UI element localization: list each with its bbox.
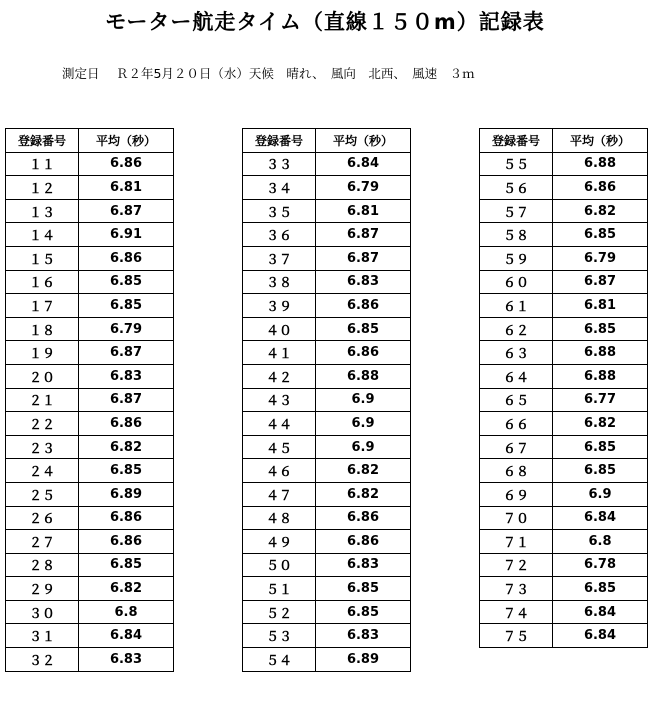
cell-registration-number: ２４ — [6, 459, 79, 483]
cell-registration-number: ６８ — [480, 459, 553, 483]
cell-registration-number: ３１ — [6, 624, 79, 648]
table-row — [6, 317, 174, 341]
cell-registration-number: ４８ — [243, 506, 316, 530]
cell-registration-number: ２２ — [6, 412, 79, 436]
cell-registration-number: １７ — [6, 294, 79, 318]
cell-average-time: 6.85 — [316, 600, 411, 624]
cell-average-time: 6.86 — [79, 530, 174, 554]
cell-average-time: 6.85 — [79, 270, 174, 294]
table-row — [480, 577, 648, 601]
cell-average-time: 6.86 — [316, 530, 411, 554]
cell-registration-number: ６４ — [480, 364, 553, 388]
table-row — [243, 223, 411, 247]
cell-registration-number: ５０ — [243, 553, 316, 577]
cell-average-time: 6.86 — [79, 152, 174, 176]
cell-registration-number: ７０ — [480, 506, 553, 530]
cell-average-time: 6.88 — [316, 364, 411, 388]
table-row — [243, 435, 411, 459]
table-row — [243, 412, 411, 436]
table-row — [480, 270, 648, 294]
cell-registration-number: ３８ — [243, 270, 316, 294]
cell-registration-number: ７５ — [480, 624, 553, 648]
cell-registration-number: ５４ — [243, 648, 316, 672]
cell-average-time: 6.85 — [553, 435, 648, 459]
cell-registration-number: ５９ — [480, 246, 553, 270]
cell-registration-number: ４５ — [243, 435, 316, 459]
table-row — [243, 648, 411, 672]
cell-registration-number: ２１ — [6, 388, 79, 412]
cell-average-time: 6.87 — [79, 199, 174, 223]
cell-registration-number: ５８ — [480, 223, 553, 247]
cell-average-time: 6.86 — [316, 506, 411, 530]
table-row — [480, 294, 648, 318]
table-row — [6, 435, 174, 459]
table-row — [6, 530, 174, 554]
cell-average-time: 6.86 — [316, 341, 411, 365]
table-row — [243, 199, 411, 223]
table-header-row — [243, 129, 411, 153]
cell-registration-number: ４０ — [243, 317, 316, 341]
column-header-id: 登録番号 — [6, 129, 79, 153]
cell-registration-number: １４ — [6, 223, 79, 247]
cell-average-time: 6.9 — [553, 482, 648, 506]
table-row — [6, 199, 174, 223]
cell-registration-number: ３０ — [6, 600, 79, 624]
table-row — [480, 624, 648, 648]
cell-average-time: 6.87 — [79, 388, 174, 412]
cell-average-time: 6.88 — [553, 341, 648, 365]
cell-average-time: 6.87 — [79, 341, 174, 365]
cell-average-time: 6.81 — [316, 199, 411, 223]
cell-average-time: 6.87 — [316, 223, 411, 247]
cell-average-time: 6.87 — [316, 246, 411, 270]
table-row — [243, 176, 411, 200]
cell-average-time: 6.78 — [553, 553, 648, 577]
cell-registration-number: ６１ — [480, 294, 553, 318]
table-row — [243, 624, 411, 648]
cell-average-time: 6.8 — [79, 600, 174, 624]
table-row — [243, 341, 411, 365]
table-row — [243, 246, 411, 270]
table-row — [480, 553, 648, 577]
table-row — [6, 624, 174, 648]
cell-average-time: 6.79 — [79, 317, 174, 341]
cell-registration-number: ２９ — [6, 577, 79, 601]
table-row — [243, 317, 411, 341]
record-table-2 — [242, 128, 411, 672]
table-row — [243, 364, 411, 388]
table-row — [6, 246, 174, 270]
cell-registration-number: ６２ — [480, 317, 553, 341]
cell-average-time: 6.84 — [79, 624, 174, 648]
table-row — [243, 577, 411, 601]
cell-average-time: 6.82 — [553, 412, 648, 436]
cell-average-time: 6.88 — [553, 364, 648, 388]
table-header-row — [480, 129, 648, 153]
cell-registration-number: ６９ — [480, 482, 553, 506]
cell-average-time: 6.82 — [316, 459, 411, 483]
table-row — [243, 506, 411, 530]
cell-registration-number: ２０ — [6, 364, 79, 388]
column-header-average: 平均（秒） — [553, 129, 648, 153]
cell-registration-number: ２３ — [6, 435, 79, 459]
page-title: モーター航走タイム（直線１５０m）記録表 — [105, 10, 545, 34]
table-row — [243, 459, 411, 483]
cell-average-time: 6.9 — [316, 412, 411, 436]
cell-average-time: 6.86 — [316, 294, 411, 318]
table-row — [6, 388, 174, 412]
table-row — [480, 506, 648, 530]
cell-registration-number: ３７ — [243, 246, 316, 270]
cell-average-time: 6.83 — [79, 648, 174, 672]
cell-average-time: 6.88 — [553, 152, 648, 176]
table-row — [6, 364, 174, 388]
cell-average-time: 6.86 — [79, 246, 174, 270]
cell-average-time: 6.85 — [553, 317, 648, 341]
table-row — [6, 482, 174, 506]
table-row — [6, 553, 174, 577]
table-row — [480, 364, 648, 388]
cell-registration-number: ７１ — [480, 530, 553, 554]
cell-average-time: 6.85 — [316, 577, 411, 601]
table-row — [6, 648, 174, 672]
cell-registration-number: ６５ — [480, 388, 553, 412]
cell-registration-number: ２８ — [6, 553, 79, 577]
table-row — [480, 341, 648, 365]
cell-registration-number: ３５ — [243, 199, 316, 223]
cell-average-time: 6.82 — [79, 435, 174, 459]
cell-average-time: 6.86 — [79, 506, 174, 530]
record-table-1 — [5, 128, 174, 672]
cell-registration-number: ７４ — [480, 600, 553, 624]
cell-registration-number: ５６ — [480, 176, 553, 200]
cell-registration-number: ４３ — [243, 388, 316, 412]
cell-registration-number: ６７ — [480, 435, 553, 459]
table-row — [243, 294, 411, 318]
cell-average-time: 6.79 — [553, 246, 648, 270]
cell-average-time: 6.85 — [553, 223, 648, 247]
cell-average-time: 6.85 — [553, 577, 648, 601]
cell-average-time: 6.82 — [316, 482, 411, 506]
cell-average-time: 6.83 — [316, 624, 411, 648]
cell-average-time: 6.84 — [316, 152, 411, 176]
cell-average-time: 6.9 — [316, 388, 411, 412]
table-row — [243, 482, 411, 506]
cell-average-time: 6.77 — [553, 388, 648, 412]
measurement-info: 測定日 Ｒ２年5月２０日（水）天候 晴れ、 風向 北西、 風速 ３ｍ — [62, 66, 475, 81]
cell-average-time: 6.83 — [316, 270, 411, 294]
table-row — [243, 553, 411, 577]
table-row — [6, 223, 174, 247]
table-row — [243, 270, 411, 294]
cell-registration-number: ４９ — [243, 530, 316, 554]
cell-average-time: 6.85 — [79, 553, 174, 577]
table-row — [243, 388, 411, 412]
table-header-row — [6, 129, 174, 153]
cell-average-time: 6.82 — [79, 577, 174, 601]
cell-registration-number: １５ — [6, 246, 79, 270]
table-row — [480, 199, 648, 223]
cell-registration-number: ５１ — [243, 577, 316, 601]
cell-average-time: 6.84 — [553, 506, 648, 530]
cell-average-time: 6.86 — [79, 412, 174, 436]
cell-registration-number: ２６ — [6, 506, 79, 530]
cell-registration-number: ７２ — [480, 553, 553, 577]
cell-registration-number: ５７ — [480, 199, 553, 223]
cell-average-time: 6.8 — [553, 530, 648, 554]
table-row — [243, 600, 411, 624]
table-row — [6, 459, 174, 483]
table-row — [243, 530, 411, 554]
table-row — [480, 459, 648, 483]
column-header-average: 平均（秒） — [79, 129, 174, 153]
table-row — [480, 435, 648, 459]
table-row — [480, 530, 648, 554]
cell-registration-number: ３３ — [243, 152, 316, 176]
cell-average-time: 6.81 — [553, 294, 648, 318]
cell-registration-number: １９ — [6, 341, 79, 365]
cell-registration-number: ４２ — [243, 364, 316, 388]
column-header-id: 登録番号 — [480, 129, 553, 153]
table-row — [6, 412, 174, 436]
cell-registration-number: ４７ — [243, 482, 316, 506]
table-row — [6, 152, 174, 176]
table-row — [480, 388, 648, 412]
cell-average-time: 6.87 — [553, 270, 648, 294]
column-header-id: 登録番号 — [243, 129, 316, 153]
cell-registration-number: １２ — [6, 176, 79, 200]
cell-average-time: 6.85 — [316, 317, 411, 341]
table-row — [243, 152, 411, 176]
table-row — [480, 223, 648, 247]
column-header-average: 平均（秒） — [316, 129, 411, 153]
table-row — [480, 600, 648, 624]
cell-average-time: 6.81 — [79, 176, 174, 200]
table-row — [6, 600, 174, 624]
cell-average-time: 6.85 — [79, 294, 174, 318]
table-row — [480, 246, 648, 270]
cell-average-time: 6.85 — [79, 459, 174, 483]
cell-registration-number: ３６ — [243, 223, 316, 247]
cell-registration-number: １３ — [6, 199, 79, 223]
table-row — [480, 152, 648, 176]
cell-average-time: 6.82 — [553, 199, 648, 223]
table-row — [480, 317, 648, 341]
cell-registration-number: ５３ — [243, 624, 316, 648]
table-row — [6, 577, 174, 601]
table-row — [480, 176, 648, 200]
table-row — [6, 294, 174, 318]
cell-average-time: 6.83 — [316, 553, 411, 577]
table-row — [480, 482, 648, 506]
cell-registration-number: １６ — [6, 270, 79, 294]
table-row — [6, 176, 174, 200]
cell-average-time: 6.89 — [316, 648, 411, 672]
cell-registration-number: ５５ — [480, 152, 553, 176]
record-table-3 — [479, 128, 648, 648]
cell-registration-number: ３２ — [6, 648, 79, 672]
cell-registration-number: ６３ — [480, 341, 553, 365]
cell-average-time: 6.85 — [553, 459, 648, 483]
cell-registration-number: ２５ — [6, 482, 79, 506]
cell-average-time: 6.79 — [316, 176, 411, 200]
cell-registration-number: ５２ — [243, 600, 316, 624]
cell-average-time: 6.9 — [316, 435, 411, 459]
cell-average-time: 6.84 — [553, 600, 648, 624]
table-row — [6, 270, 174, 294]
table-row — [480, 412, 648, 436]
cell-registration-number: １１ — [6, 152, 79, 176]
cell-registration-number: ４６ — [243, 459, 316, 483]
cell-average-time: 6.89 — [79, 482, 174, 506]
cell-registration-number: ３４ — [243, 176, 316, 200]
cell-average-time: 6.84 — [553, 624, 648, 648]
cell-registration-number: ４１ — [243, 341, 316, 365]
cell-registration-number: ６６ — [480, 412, 553, 436]
cell-average-time: 6.91 — [79, 223, 174, 247]
cell-average-time: 6.86 — [553, 176, 648, 200]
cell-average-time: 6.83 — [79, 364, 174, 388]
cell-registration-number: ４４ — [243, 412, 316, 436]
cell-registration-number: ３９ — [243, 294, 316, 318]
table-row — [6, 341, 174, 365]
table-row — [6, 506, 174, 530]
cell-registration-number: ７３ — [480, 577, 553, 601]
cell-registration-number: １８ — [6, 317, 79, 341]
cell-registration-number: ２７ — [6, 530, 79, 554]
cell-registration-number: ６０ — [480, 270, 553, 294]
